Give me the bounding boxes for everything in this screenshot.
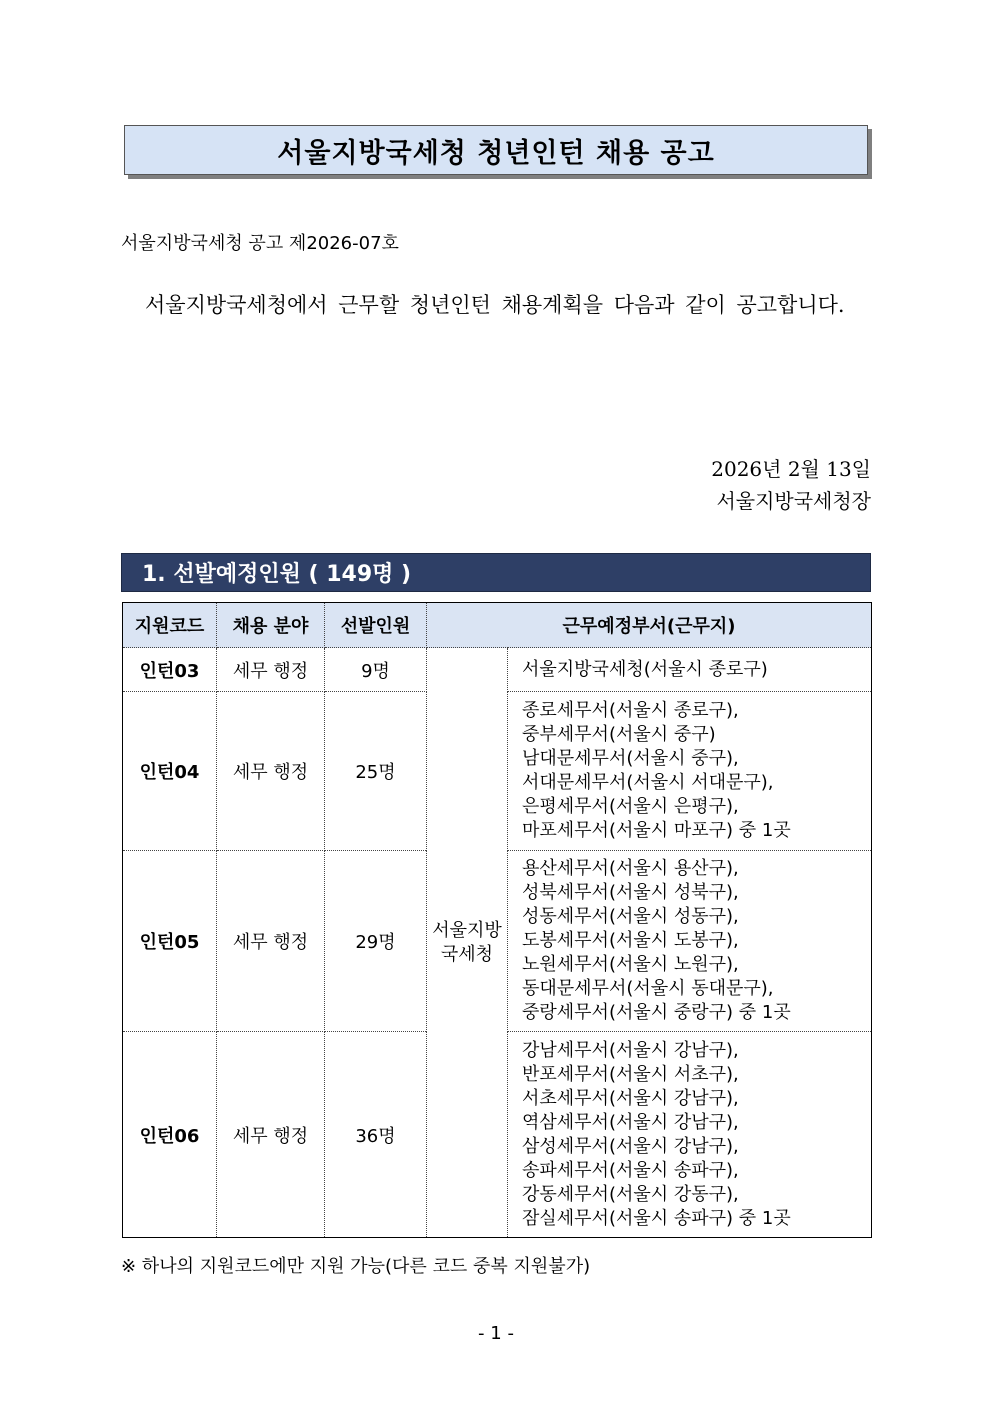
- table-row: [123, 648, 872, 692]
- row-count: 36명: [325, 1032, 427, 1238]
- row-depts: [508, 851, 872, 1032]
- row-count: 29명: [325, 851, 427, 1032]
- dept-line: 마포세무서(서울시 마포구) 중 1곳: [522, 820, 791, 841]
- issuer-name: 서울지방국세청장: [716, 489, 871, 513]
- header-dept: 근무예정부서(근무지): [427, 603, 872, 648]
- row-count: 9명: [325, 648, 427, 692]
- row-code: 인턴05: [123, 851, 217, 1032]
- dept-line: 성북세무서(서울시 성북구),: [522, 882, 739, 903]
- section-1-header: 1. 선발예정인원 ( 149명 ): [121, 553, 871, 592]
- header-count: 선발인원: [325, 603, 427, 648]
- document-title: 서울지방국세청 청년인턴 채용 공고: [124, 125, 868, 175]
- header-field: 채용 분야: [217, 603, 325, 648]
- row-field: 세무 행정: [217, 692, 325, 851]
- dept-line: 강동세무서(서울시 강동구),: [522, 1183, 739, 1205]
- dept-line: 중부세무서(서울시 중구): [522, 724, 716, 745]
- row-field: 세무 행정: [217, 1032, 325, 1238]
- dept-line: 서울지방국세청(서울시 종로구): [522, 658, 768, 680]
- row-field: 세무 행정: [217, 851, 325, 1032]
- dept-line: 동대문세무서(서울시 동대문구),: [522, 978, 774, 999]
- row-count: 25명: [325, 692, 427, 851]
- page-number: - 1 -: [478, 1323, 514, 1344]
- intro-paragraph: 서울지방국세청에서 근무할 청년인턴 채용계획을 다음과 같이 공고합니다.: [145, 293, 845, 317]
- row-depts: [508, 692, 872, 851]
- dept-line: 서초세무서(서울시 강남구),: [522, 1087, 739, 1109]
- footnote: ※ 하나의 지원코드에만 지원 가능(다른 코드 중복 지원불가): [121, 1256, 591, 1277]
- table-header-row: [123, 603, 872, 648]
- row-field: 세무 행정: [217, 648, 325, 692]
- issue-block: [711, 453, 871, 517]
- dept-line: 용산세무서(서울시 용산구),: [522, 858, 739, 879]
- office-cell: 서울지방국세청: [427, 648, 508, 1238]
- row-depts: [508, 1032, 872, 1238]
- recruitment-table: [122, 602, 872, 1238]
- row-depts: [508, 648, 872, 692]
- dept-line: 노원세무서(서울시 노원구),: [522, 954, 739, 975]
- row-code: 인턴03: [123, 648, 217, 692]
- dept-line: 도봉세무서(서울시 도봉구),: [522, 930, 739, 951]
- header-code: 지원코드: [123, 603, 217, 648]
- dept-line: 성동세무서(서울시 성동구),: [522, 906, 739, 927]
- row-code: 인턴04: [123, 692, 217, 851]
- row-code: 인턴06: [123, 1032, 217, 1238]
- dept-line: 서대문세무서(서울시 서대문구),: [522, 772, 774, 793]
- dept-line: 역삼세무서(서울시 강남구),: [522, 1111, 739, 1133]
- dept-line: 남대문세무서(서울시 중구),: [522, 748, 739, 769]
- dept-line: 삼성세무서(서울시 강남구),: [522, 1135, 739, 1157]
- dept-line: 은평세무서(서울시 은평구),: [522, 796, 739, 817]
- dept-line: 반포세무서(서울시 서초구),: [522, 1063, 739, 1085]
- notice-number: 서울지방국세청 공고 제2026-07호: [121, 233, 399, 254]
- dept-line: 중랑세무서(서울시 중랑구) 중 1곳: [522, 1002, 791, 1023]
- dept-line: 강남세무서(서울시 강남구),: [522, 1039, 739, 1061]
- dept-line: 종로세무서(서울시 종로구),: [522, 700, 739, 721]
- dept-line: 송파세무서(서울시 송파구),: [522, 1159, 739, 1181]
- issue-date: 2026년 2월 13일: [711, 457, 871, 481]
- dept-line: 잠실세무서(서울시 송파구) 중 1곳: [522, 1207, 791, 1229]
